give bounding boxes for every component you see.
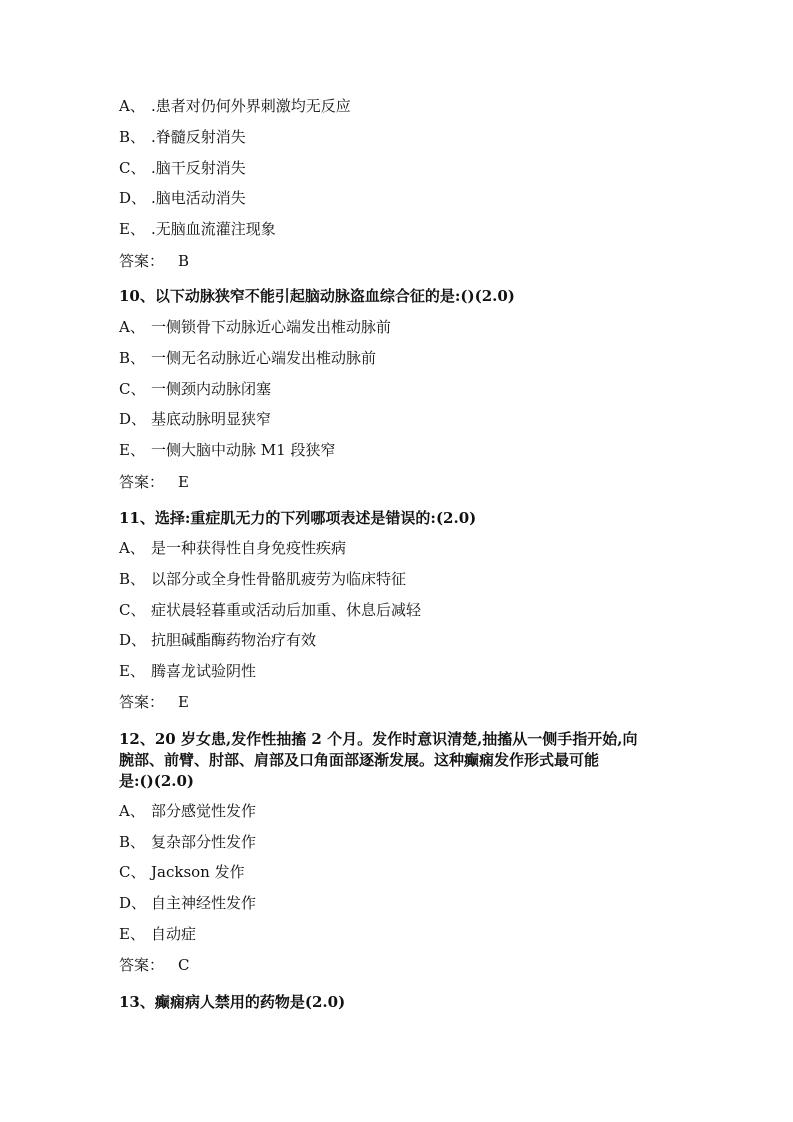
option-c	[119, 379, 271, 399]
option-text: .脑电活动消失	[151, 189, 246, 207]
question-title-line: 腕部、前臂、肘部、肩部及口角面部逐渐发展。这种癫痫发作形式最可能	[119, 751, 600, 769]
option-letter: A、	[119, 539, 145, 557]
option-text: 部分感觉性发作	[151, 802, 257, 820]
answer-line	[119, 472, 189, 492]
option-text: 自动症	[151, 925, 197, 943]
option-letter: D、	[119, 410, 147, 428]
answer-line	[119, 955, 189, 975]
answer-label: 答案：	[119, 693, 165, 711]
option-letter: E、	[119, 220, 145, 238]
option-text: .患者对仍何外界刺激均无反应	[151, 97, 351, 115]
option-letter: C、	[119, 159, 146, 177]
option-e	[119, 440, 335, 460]
option-text: 抗胆碱酯酶药物治疗有效	[151, 631, 317, 649]
option-text: 症状晨轻暮重或活动后加重、休息后减轻	[151, 601, 422, 619]
option-d	[119, 188, 246, 208]
option-b	[119, 832, 256, 852]
option-letter: D、	[119, 631, 147, 649]
option-b	[119, 127, 246, 147]
option-text: 一侧锁骨下动脉近心端发出椎动脉前	[151, 318, 392, 336]
option-text: 一侧大脑中动脉 M1 段狭窄	[151, 441, 336, 459]
option-text: 自主神经性发作	[151, 894, 257, 912]
question-title-line: 12、20 岁女患,发作性抽搐 2 个月。发作时意识清楚,抽搐从一侧手指开始,向	[119, 730, 638, 748]
option-text: Jackson 发作	[151, 863, 245, 881]
option-d	[119, 409, 271, 429]
option-text: .无脑血流灌注现象	[151, 220, 276, 238]
question-title: 10、以下动脉狭窄不能引起脑动脉盗血综合征的是:()(2.0)	[119, 287, 515, 305]
option-letter: C、	[119, 601, 146, 619]
question-title: 13、癫痫病人禁用的药物是(2.0)	[119, 993, 346, 1011]
option-letter: B、	[119, 570, 146, 588]
option-a	[119, 96, 351, 116]
option-letter: E、	[119, 925, 145, 943]
option-text: 以部分或全身性骨骼肌疲劳为临床特征	[151, 570, 407, 588]
option-letter: D、	[119, 189, 147, 207]
option-text: 基底动脉明显狭窄	[151, 410, 272, 428]
question-title	[119, 729, 679, 792]
option-letter: B、	[119, 349, 146, 367]
option-text: 一侧无名动脉近心端发出椎动脉前	[151, 349, 377, 367]
option-c	[119, 862, 245, 882]
option-a	[119, 538, 346, 558]
option-letter: C、	[119, 863, 146, 881]
option-b	[119, 569, 406, 589]
option-a	[119, 317, 391, 337]
option-text: 一侧颈内动脉闭塞	[151, 380, 272, 398]
option-letter: A、	[119, 802, 145, 820]
option-letter: B、	[119, 833, 146, 851]
option-letter: D、	[119, 894, 147, 912]
question-title-line: 是:()(2.0)	[119, 772, 195, 790]
option-c	[119, 600, 421, 620]
option-text: 腾喜龙试验阴性	[151, 662, 257, 680]
option-e	[119, 661, 256, 681]
answer-label: 答案：	[119, 956, 165, 974]
option-text: 复杂部分性发作	[151, 833, 257, 851]
option-text: 是一种获得性自身免疫性疾病	[151, 539, 347, 557]
answer-value: E	[178, 693, 189, 711]
option-d	[119, 630, 316, 650]
option-c	[119, 158, 246, 178]
option-text: .脑干反射消失	[151, 159, 246, 177]
answer-value: C	[178, 956, 190, 974]
answer-label: 答案：	[119, 252, 165, 270]
option-b	[119, 348, 376, 368]
question-title: 11、选择:重症肌无力的下列哪项表述是错误的:(2.0)	[119, 509, 477, 527]
option-letter: A、	[119, 97, 145, 115]
option-letter: B、	[119, 128, 146, 146]
answer-line	[119, 692, 189, 712]
option-letter: E、	[119, 441, 145, 459]
answer-line	[119, 251, 189, 271]
option-letter: E、	[119, 662, 145, 680]
answer-value: E	[178, 473, 189, 491]
option-d	[119, 893, 256, 913]
option-e	[119, 924, 196, 944]
option-letter: A、	[119, 318, 145, 336]
option-a	[119, 801, 256, 821]
answer-label: 答案：	[119, 473, 165, 491]
option-e	[119, 219, 276, 239]
answer-value: B	[178, 252, 190, 270]
option-text: .脊髓反射消失	[151, 128, 246, 146]
option-letter: C、	[119, 380, 146, 398]
